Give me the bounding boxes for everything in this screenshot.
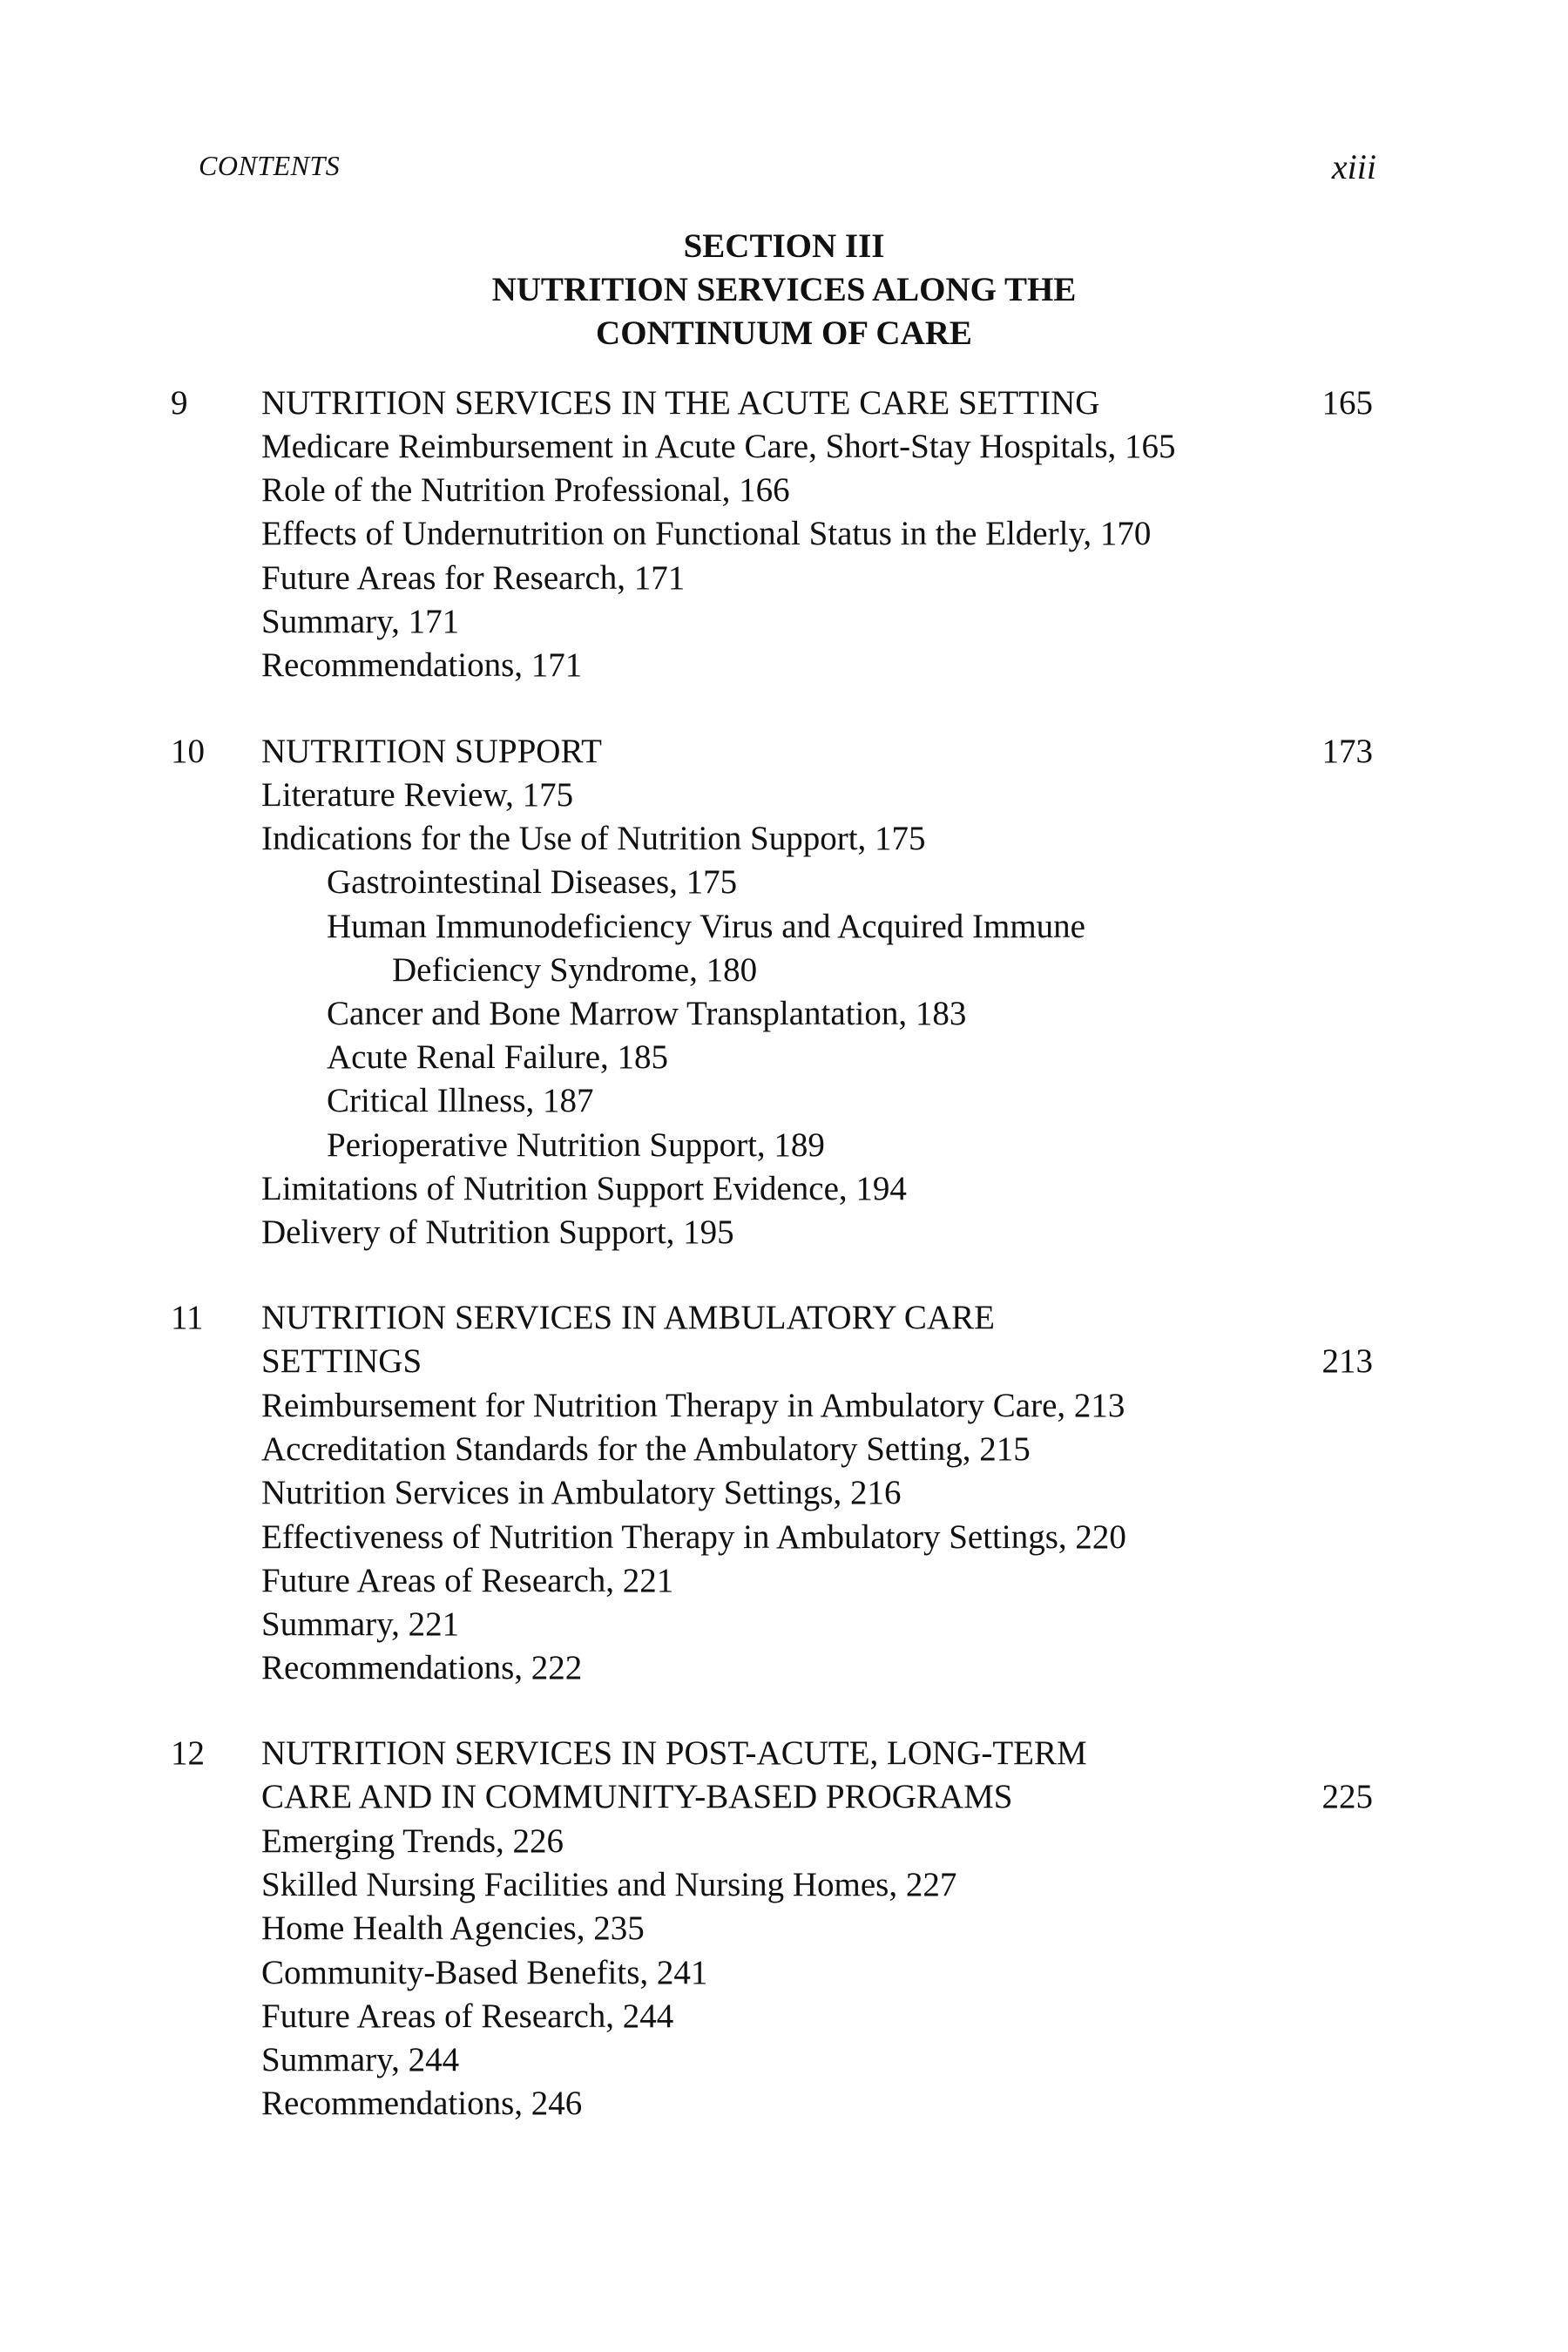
toc-entry: Reimbursement for Nutrition Therapy in Ambulatory Care, 213 [261, 1387, 1125, 1424]
chapter-title [261, 1732, 1087, 1819]
chapter-title [261, 382, 1099, 425]
chapter-title-line: NUTRITION SERVICES IN POST-ACUTE, LONG-TERM [261, 1734, 1087, 1772]
toc-entry: Effects of Undernutrition on Functional Status in the Elderly, 170 [261, 515, 1152, 553]
section-heading-line: NUTRITION SERVICES ALONG THE [491, 271, 1077, 308]
toc-entry: Future Areas for Research, 171 [261, 558, 686, 597]
page-number: xiii [1331, 147, 1376, 186]
chapter-title-line: NUTRITION SERVICES IN AMBULATORY CARE [261, 1299, 995, 1336]
chapter-title-line: NUTRITION SERVICES IN THE ACUTE CARE SETTING [261, 384, 1100, 422]
chapter-title-line: SETTINGS [261, 1342, 422, 1381]
toc-entry: Role of the Nutrition Professional, 166 [261, 471, 790, 510]
toc-entry: Accreditation Standards for the Ambulatory Setting, 215 [261, 1430, 1031, 1469]
toc-subentry: Perioperative Nutrition Support, 189 [327, 1125, 825, 1164]
toc-entry: Summary, 221 [261, 1605, 460, 1644]
toc-entry: Nutrition Services in Ambulatory Settings, 216 [261, 1474, 902, 1512]
toc-entry: Delivery of Nutrition Support, 195 [261, 1213, 734, 1252]
toc-entry: Future Areas of Research, 221 [261, 1561, 674, 1599]
toc-subentry: Gastrointestinal Diseases, 175 [327, 863, 738, 902]
toc-subentry: Critical Illness, 187 [327, 1082, 594, 1120]
chapter-page: 173 [1321, 733, 1373, 770]
section-heading [383, 225, 1185, 355]
chapter-number: 12 [171, 1734, 205, 1772]
running-head: CONTENTS [199, 150, 341, 181]
toc-entry: Summary, 171 [261, 602, 460, 640]
toc-entry: Literature Review, 175 [261, 776, 574, 814]
chapter-12-entries [261, 1820, 1394, 2126]
toc-entry: Skilled Nursing Facilities and Nursing Homes, 227 [261, 1866, 957, 1904]
chapter-10-entries [261, 774, 1394, 1254]
toc-entry: Home Health Agencies, 235 [261, 1909, 645, 1948]
toc-entry: Future Areas of Research, 244 [261, 1997, 674, 2035]
chapter-page: 165 [1321, 384, 1373, 422]
toc-entry: Recommendations, 171 [261, 646, 583, 685]
toc-subentry: Cancer and Bone Marrow Transplantation, 183 [327, 995, 967, 1033]
toc-entry: Limitations of Nutrition Support Evidence, 194 [261, 1169, 907, 1207]
chapter-number: 11 [171, 1299, 204, 1336]
toc-subentry: Human Immunodeficiency Virus and Acquired Immune [327, 907, 1085, 945]
chapter-title [261, 1296, 995, 1383]
chapter-number: 9 [171, 384, 188, 422]
toc-entry: Effectiveness of Nutrition Therapy in Ambulatory Settings, 220 [261, 1517, 1126, 1556]
toc-subentry: Acute Renal Failure, 185 [327, 1038, 669, 1077]
toc-entry: Community-Based Benefits, 241 [261, 1953, 708, 1991]
chapter-number: 10 [171, 733, 205, 770]
chapter-11-entries [261, 1384, 1394, 1690]
chapter-9-entries [261, 425, 1394, 687]
toc-entry: Recommendations, 246 [261, 2085, 583, 2123]
chapter-page: 213 [1321, 1342, 1373, 1380]
toc-subentry-continuation: Deficiency Syndrome, 180 [392, 950, 758, 989]
section-heading-line: SECTION III [683, 227, 885, 265]
toc-entry: Recommendations, 222 [261, 1649, 583, 1687]
chapter-title [261, 730, 602, 774]
chapter-title-line: NUTRITION SUPPORT [261, 733, 602, 770]
toc-entry: Summary, 244 [261, 2041, 460, 2079]
toc-entry: Medicare Reimbursement in Acute Care, Short-Stay Hospitals, 165 [261, 428, 1176, 465]
toc-entry: Emerging Trends, 226 [261, 1822, 564, 1860]
chapter-title-line: CARE AND IN COMMUNITY-BASED PROGRAMS [261, 1778, 1013, 1816]
section-heading-line: CONTINUUM OF CARE [596, 314, 972, 352]
chapter-page: 225 [1321, 1778, 1373, 1815]
toc-entry: Indications for the Use of Nutrition Support, 175 [261, 820, 926, 858]
